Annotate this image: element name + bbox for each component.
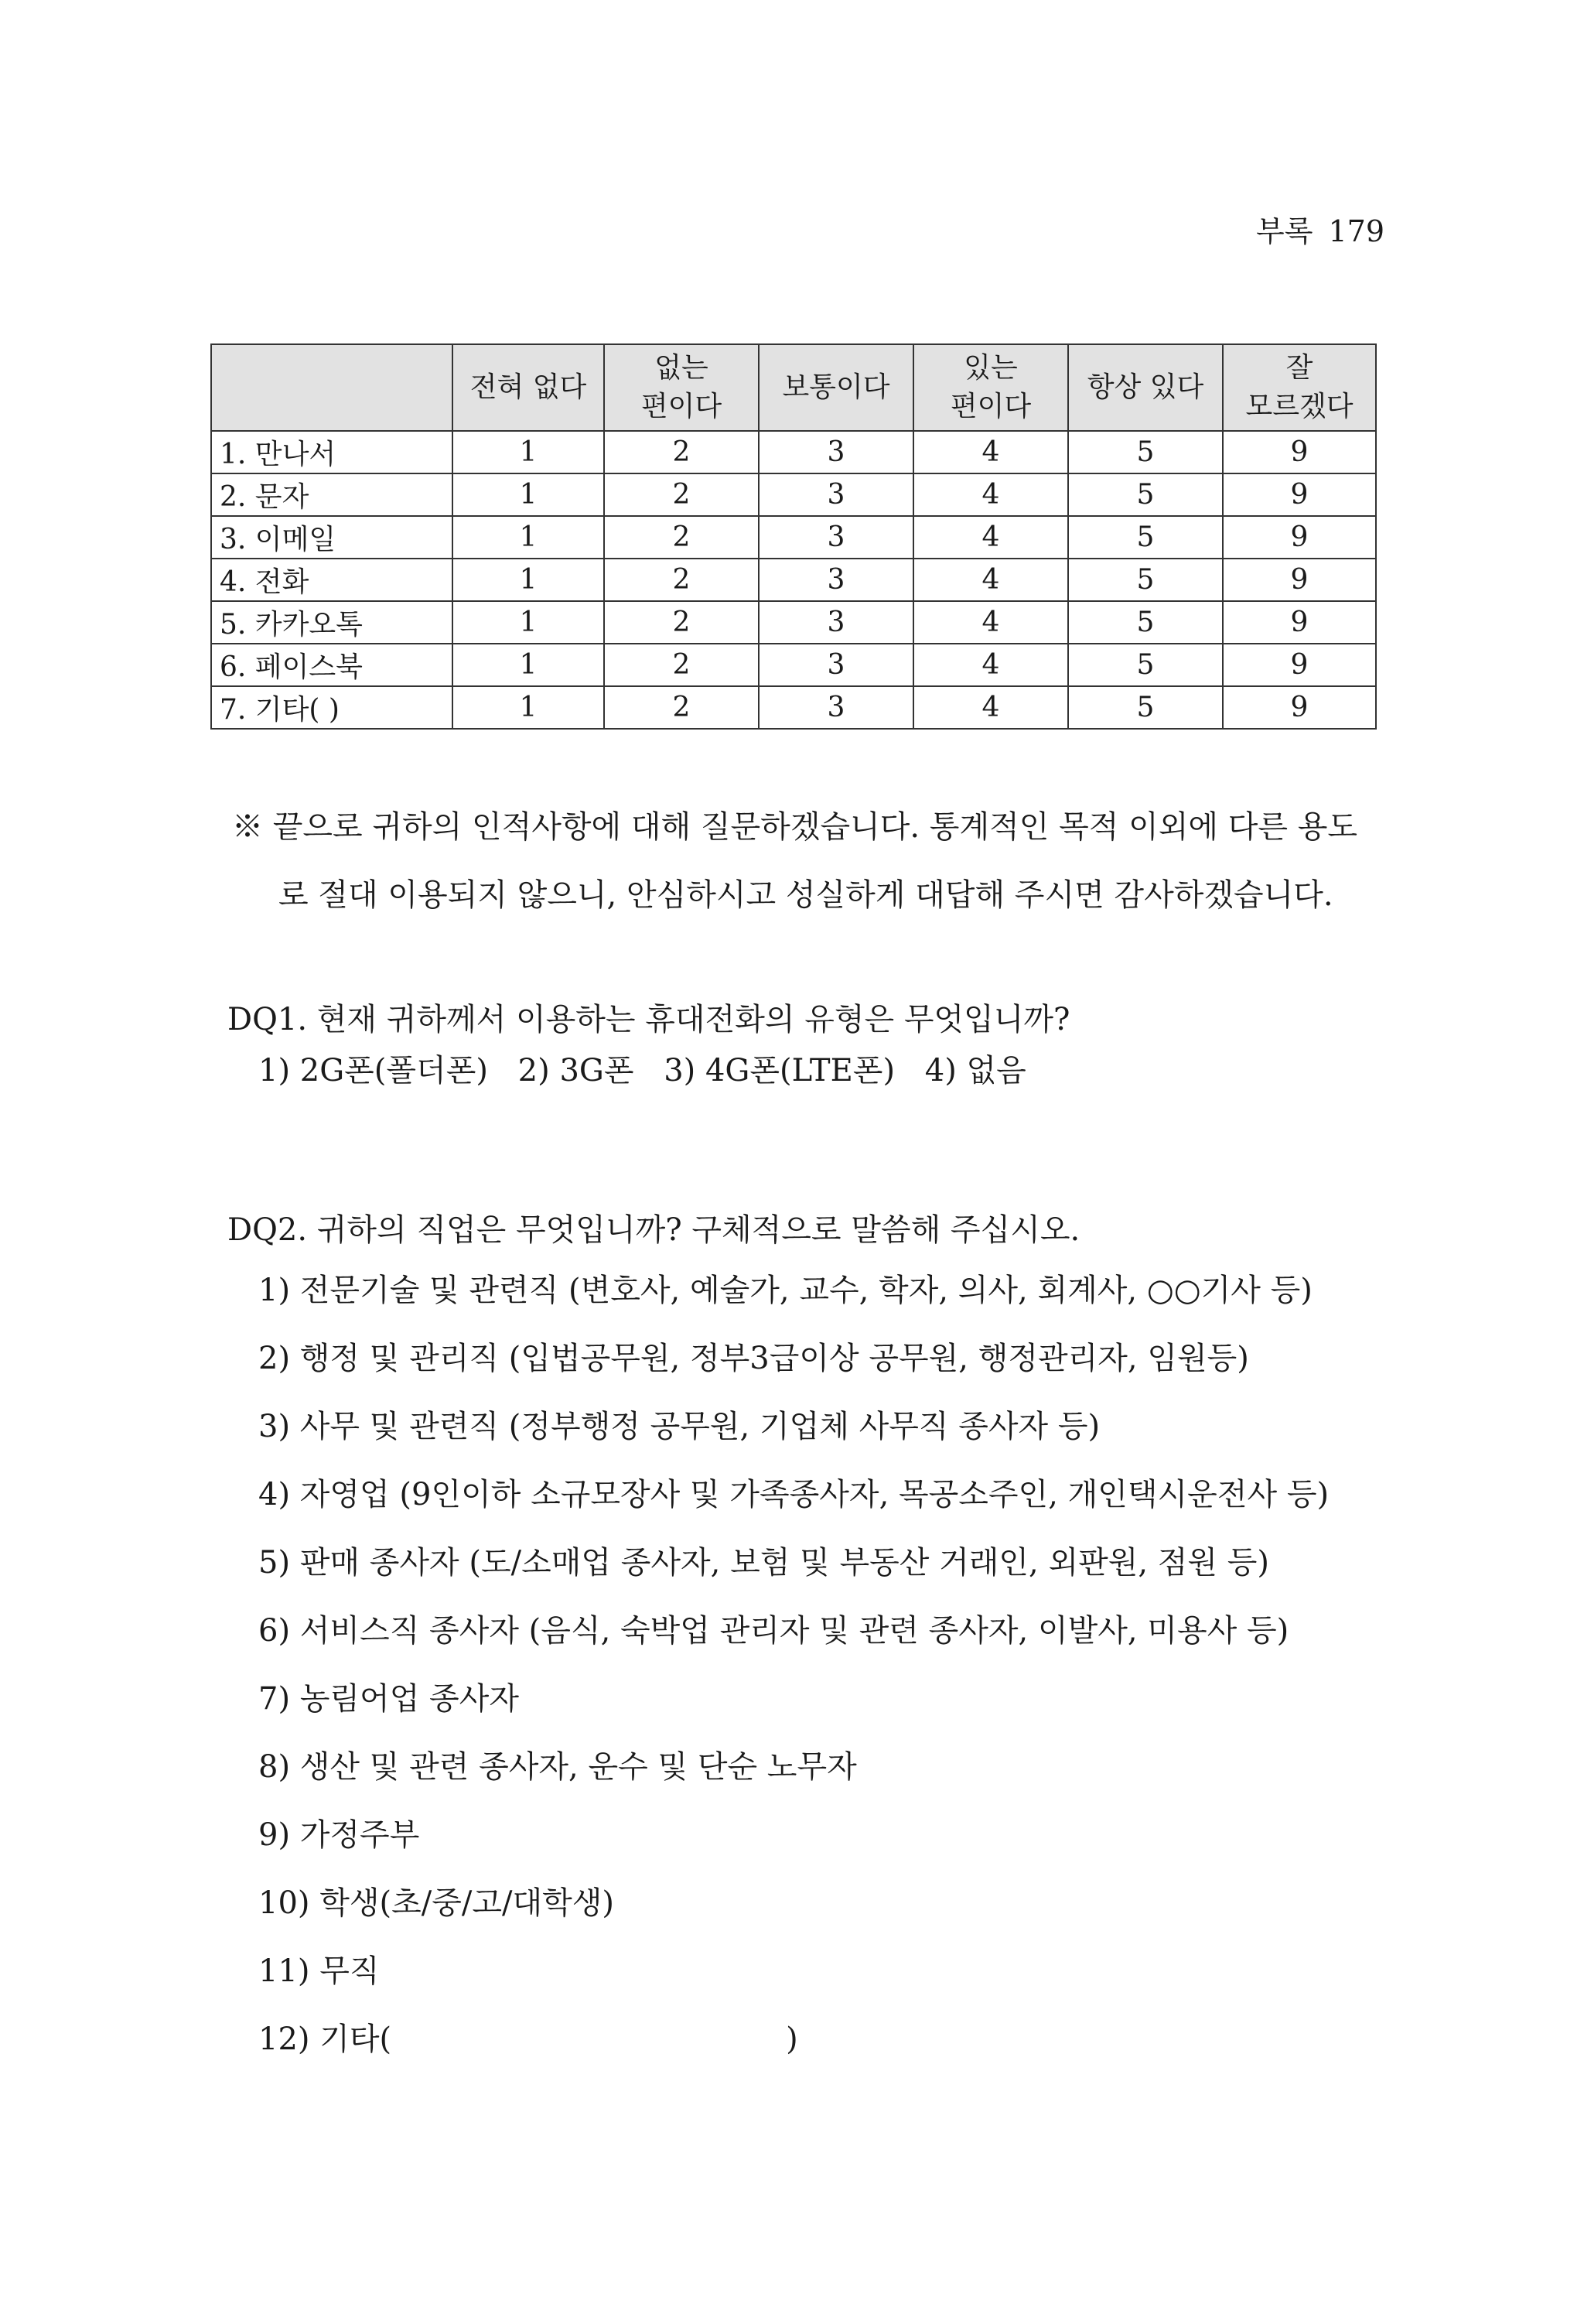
table-row [211,686,1376,729]
scale-value-cell[interactable]: 5 [1068,516,1223,559]
header-cell: 없는 편이다 [604,344,759,431]
option-item: 1) 전문기술 및 관련직 (변호사, 예술가, 교수, 학자, 의사, 회계사, ○○기사 등) [258,1273,1313,1308]
row-label: 6. 페이스북 [211,644,452,686]
scale-value-cell[interactable]: 9 [1223,644,1376,686]
scale-value-cell[interactable]: 4 [913,601,1068,644]
option-item: 8) 생산 및 관련 종사자, 운수 및 단순 노무자 [258,1749,857,1785]
scale-value-cell[interactable]: 1 [452,601,604,644]
option-item: 2) 3G폰 [517,1053,634,1089]
scale-value-cell[interactable]: 5 [1068,644,1223,686]
row-label: 7. 기타( ) [211,686,452,729]
section-label: 부록 [1256,214,1313,248]
option-item: 2) 행정 및 관리직 (입법공무원, 정부3급이상 공무원, 행정관리자, 임원등) [258,1341,1249,1376]
scale-value-cell[interactable]: 2 [604,431,759,473]
option-item: 4) 없음 [924,1053,1026,1089]
scale-value-cell[interactable]: 3 [759,516,913,559]
option-item: 4) 자영업 (9인이하 소규모장사 및 가족종사자, 목공소주인, 개인택시운전사 등) [258,1477,1330,1512]
scale-value-cell[interactable]: 5 [1068,559,1223,601]
question-text: DQ1. 현재 귀하께서 이용하는 휴대전화의 유형은 무엇입니까? [227,1002,1070,1037]
scale-value-cell[interactable]: 2 [604,516,759,559]
scale-value-cell[interactable]: 2 [604,644,759,686]
table-body [211,431,1376,729]
option-item: 10) 학생(초/중/고/대학생) [258,1885,614,1921]
table-row [211,431,1376,473]
scale-value-cell[interactable]: 3 [759,686,913,729]
option-item: 1) 2G폰(폴더폰) [258,1053,488,1089]
header-cell: 있는 편이다 [913,344,1068,431]
scale-value-cell[interactable]: 4 [913,473,1068,516]
scale-value-cell[interactable]: 3 [759,559,913,601]
scale-value-cell[interactable]: 9 [1223,559,1376,601]
scale-value-cell[interactable]: 4 [913,559,1068,601]
option-item: 9) 가정주부 [258,1817,420,1853]
table-row [211,601,1376,644]
option-item: 11) 무직 [258,1953,380,1989]
option-row [227,1048,1388,1094]
table-row [211,644,1376,686]
scale-value-cell[interactable]: 3 [759,431,913,473]
scale-value-cell[interactable]: 4 [913,686,1068,729]
row-label: 1. 만나서 [211,431,452,473]
scale-value-cell[interactable]: 4 [913,516,1068,559]
scale-value-cell[interactable]: 1 [452,516,604,559]
scale-value-cell[interactable]: 1 [452,686,604,729]
header-cell: 전혀 없다 [452,344,604,431]
scale-value-cell[interactable]: 1 [452,431,604,473]
table-row [211,559,1376,601]
scale-value-cell[interactable]: 9 [1223,473,1376,516]
row-label: 4. 전화 [211,559,452,601]
scale-value-cell[interactable]: 9 [1223,601,1376,644]
option-item: 3) 4G폰(LTE폰) [664,1053,896,1089]
header-cell: 항상 있다 [1068,344,1223,431]
question-dq1 [227,996,1388,1094]
table-row [211,516,1376,559]
header-cell: 보통이다 [759,344,913,431]
question-dq2 [227,1207,1388,2073]
scale-value-cell[interactable]: 2 [604,473,759,516]
scale-value-cell[interactable]: 4 [913,644,1068,686]
notice-text [232,793,1377,929]
frequency-table [210,343,1377,730]
scale-value-cell[interactable]: 9 [1223,431,1376,473]
scale-value-cell[interactable]: 5 [1068,473,1223,516]
other-prefix: 12) 기타( [258,2022,392,2057]
option-item: 6) 서비스직 종사자 (음식, 숙박업 관리자 및 관련 종사자, 이발사, 미용사 등) [258,1613,1289,1649]
scale-value-cell[interactable]: 2 [604,686,759,729]
page-header [1256,207,1384,250]
header-cell: 잘 모르겠다 [1223,344,1376,431]
option-item-other [227,2005,1388,2073]
notice-line: ※ 끝으로 귀하의 인적사항에 대해 질문하겠습니다. 통계적인 목적 이외에 다른 용도 [232,809,1357,845]
scale-value-cell[interactable]: 3 [759,601,913,644]
page-number: 179 [1328,214,1384,248]
notice-line: 로 절대 이용되지 않으니, 안심하시고 성실하게 대답해 주시면 감사하겠습니다. [278,877,1333,913]
scale-value-cell[interactable]: 3 [759,644,913,686]
scale-value-cell[interactable]: 5 [1068,601,1223,644]
question-text: DQ2. 귀하의 직업은 무엇입니까? 구체적으로 말씀해 주십시오. [227,1212,1080,1248]
scale-value-cell[interactable]: 9 [1223,686,1376,729]
scale-value-cell[interactable]: 9 [1223,516,1376,559]
header-cell [211,344,452,431]
scale-value-cell[interactable]: 1 [452,473,604,516]
table-header-row [211,344,1376,431]
scale-value-cell[interactable]: 1 [452,644,604,686]
scale-value-cell[interactable]: 5 [1068,686,1223,729]
scale-value-cell[interactable]: 2 [604,601,759,644]
row-label: 5. 카카오톡 [211,601,452,644]
scale-value-cell[interactable]: 5 [1068,431,1223,473]
row-label: 2. 문자 [211,473,452,516]
option-item: 7) 농림어업 종사자 [258,1681,519,1717]
scale-value-cell[interactable]: 4 [913,431,1068,473]
option-item: 5) 판매 종사자 (도/소매업 종사자, 보험 및 부동산 거래인, 외판원, 점원 등) [258,1545,1270,1581]
row-label: 3. 이메일 [211,516,452,559]
other-suffix: ) [786,2022,798,2057]
option-item: 3) 사무 및 관련직 (정부행정 공무원, 기업체 사무직 종사자 등) [258,1409,1101,1444]
scale-value-cell[interactable]: 3 [759,473,913,516]
scale-value-cell[interactable]: 1 [452,559,604,601]
table-row [211,473,1376,516]
scale-value-cell[interactable]: 2 [604,559,759,601]
